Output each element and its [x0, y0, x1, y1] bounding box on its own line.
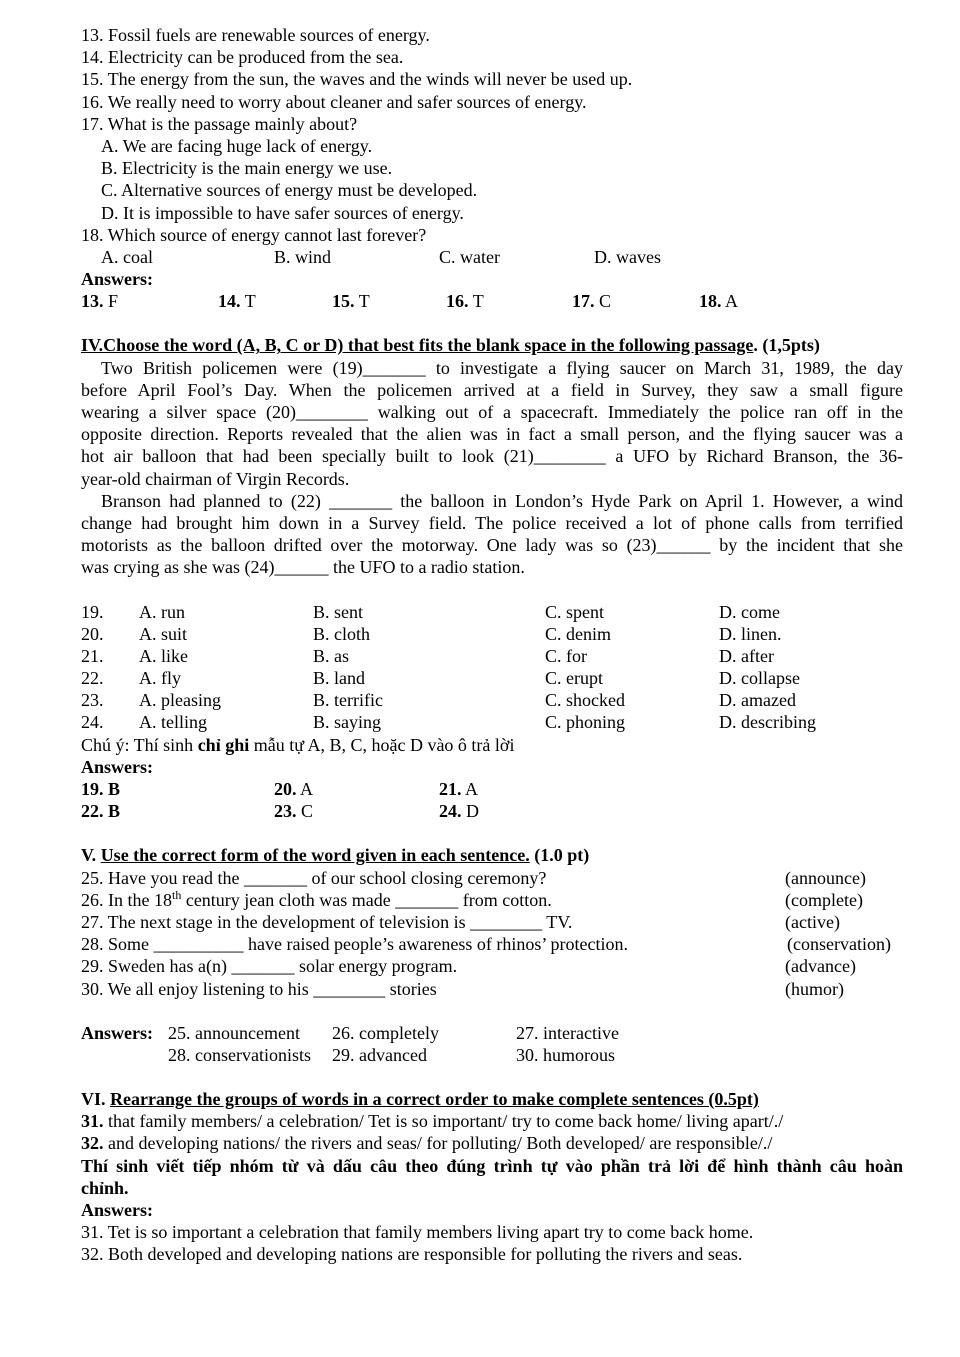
answer-20: 20. A [274, 779, 314, 799]
word-hint: (announce) [785, 867, 866, 888]
word-form-item-29: 29. Sweden has a(n) _______ solar energy program. (advance) [81, 956, 856, 977]
word-form-item-27: 27. The next stage in the development of television is ________ TV. (active) [81, 911, 840, 932]
part6-instruction-end: chỉnh. [81, 1177, 129, 1198]
question-row-22: 22. A. fly B. land C. erupt D. collapse [81, 668, 800, 689]
word-hint: (active) [785, 911, 840, 932]
passage-line: was crying as she was (24)______ the UFO to a radio station. [81, 557, 525, 578]
question-18-option-c: C. water [439, 246, 500, 267]
exam-page [81, 24, 903, 1266]
question-18-option-b: B. wind [274, 246, 332, 267]
part4-answers-row-1 [81, 778, 903, 800]
passage-line: Two British policemen were (19)_______ to investigate a flying saucer on March 31, 1989, the day [101, 357, 903, 378]
part4-heading: IV.Choose the word (A, B, C or D) that best fits the blank space in the following passage. (1,5pts) [81, 335, 820, 356]
part4-answers-label: Answers: [81, 756, 153, 777]
part3-statements [81, 24, 903, 312]
question-row-23: 23. A. pleasing B. terrific C. shocked D. amazed [81, 690, 796, 711]
answer-17: 17. C [572, 291, 612, 312]
part4 [81, 334, 903, 822]
question-row-24: 24. A. telling B. saying C. phoning D. describing [81, 712, 816, 733]
passage-line: motorists as the balloon drifted over the motorway. One lady was so (23)______ by the incident that she [81, 535, 903, 556]
word-form-item-25: 25. Have you read the _______ of our school closing ceremony? (announce) [81, 867, 866, 888]
part5-answers-row-2: 28. conservationists 29. advanced 30. humorous [168, 1044, 615, 1065]
question-17-option-b: B. Electricity is the main energy we use. [101, 158, 393, 179]
question-row-19: 19. A. run B. sent C. spent D. come [81, 601, 780, 622]
statement-16: 16. We really need to worry about cleaner and safer sources of energy. [81, 91, 587, 112]
answer-18: 18. A [699, 291, 739, 312]
question-18-options [81, 246, 903, 268]
part5-heading: V. Use the correct form of the word given in each sentence. (1.0 pt) [81, 845, 590, 866]
part6-answer-32: 32. Both developed and developing nations are responsible for polluting the rivers and seas. [81, 1244, 743, 1265]
part6-instruction: Thí sinh viết tiếp nhóm từ và dấu câu theo đúng trình tự vào phần trả lời để hình thành câu hoàn [81, 1155, 903, 1176]
answer-23: 23. C [274, 801, 314, 822]
question-row-21: 21. A. like B. as C. for D. after [81, 645, 774, 666]
word-form-item-28: 28. Some __________ have raised people’s awareness of rhinos’ protection. (conservation) [81, 934, 891, 955]
part4-note: Chú ý: Thí sinh chỉ ghi mẫu tự A, B, C, hoặc D vào ô trả lời [81, 734, 515, 755]
part6-heading: VI. Rearrange the groups of words in a correct order to make complete sentences (0.5pt) [81, 1089, 759, 1110]
question-17-option-a: A. We are facing huge lack of energy. [101, 135, 373, 156]
passage-line: year-old chairman of Virgin Records. [81, 468, 350, 489]
rearrange-item-32: 32. and developing nations/ the rivers and seas/ for polluting/ Both developed/ are responsible/./ [81, 1133, 773, 1154]
part6-answers-label: Answers: [81, 1200, 153, 1220]
word-hint: (humor) [785, 978, 844, 999]
question-row-20: 20. A. suit B. cloth C. denim D. linen. [81, 623, 782, 644]
passage-line: change had brought him down in a Survey field. The police received a lot of phone calls from terrified [81, 512, 903, 533]
word-hint: (advance) [785, 956, 856, 977]
part3-answers-row [81, 290, 903, 312]
statement-13: 13. Fossil fuels are renewable sources of energy. [81, 25, 430, 45]
part5-answers-label: Answers: [81, 1022, 153, 1043]
answer-19: 19. B [81, 779, 121, 799]
answer-22: 22. B [81, 801, 121, 822]
part4-answers-row-2 [81, 800, 903, 822]
statement-15: 15. The energy from the sun, the waves and the winds will never be used up. [81, 69, 633, 90]
passage-line: opposite direction. Reports revealed that the alien was in fact a small person, and the flying saucer was a [81, 424, 903, 445]
answer-24: 24. D [439, 801, 479, 822]
question-17-stem: 17. What is the passage mainly about? [81, 113, 358, 134]
word-form-item-26: 26. In the 18th century jean cloth was made _______ from cotton. (complete) [81, 887, 863, 910]
part3-answers-label: Answers: [81, 269, 153, 290]
question-18-option-d: D. waves [594, 246, 661, 267]
part5-answers-row-1: Answers: 25. announcement 26. completely 27. interactive [81, 1022, 619, 1043]
word-hint: (conservation) [787, 934, 891, 955]
answer-15: 15. T [332, 291, 370, 312]
passage-line: wearing a silver space (20)________ walking out of a spacecraft. Immediately the police ran off in the [81, 402, 903, 422]
passage-line: hot air balloon that had been specially built to look (21)________ a UFO by Richard Branson, the 36- [81, 446, 903, 467]
rearrange-item-31: 31. that family members/ a celebration/ Tet is so important/ try to come back home/ living apart/./ [81, 1111, 784, 1132]
passage-line: before April Fool’s Day. When the policemen arrived at a field in Survey, they saw a small figure [81, 379, 903, 400]
answer-16: 16. T [446, 291, 484, 312]
answer-13: 13. F [81, 291, 119, 312]
part5 [81, 844, 903, 1066]
passage-line: Branson had planned to (22) _______ the balloon in London’s Hyde Park on April 1. However, a wind [101, 490, 903, 511]
part6 [81, 1088, 903, 1266]
statement-14: 14. Electricity can be produced from the sea. [81, 47, 404, 68]
question-17-option-d: D. It is impossible to have safer sources of energy. [101, 202, 464, 223]
question-18-option-a: A. coal [101, 246, 153, 267]
question-17-option-c: C. Alternative sources of energy must be developed. [101, 180, 478, 201]
answer-14: 14. T [218, 291, 256, 312]
answer-21: 21. A [439, 779, 479, 799]
word-form-item-30: 30. We all enjoy listening to his ________ stories (humor) [81, 978, 844, 999]
question-18-stem: 18. Which source of energy cannot last forever? [81, 224, 427, 245]
part6-answer-31: 31. Tet is so important a celebration that family members living apart try to come back home. [81, 1222, 754, 1243]
word-hint: (complete) [785, 889, 863, 910]
